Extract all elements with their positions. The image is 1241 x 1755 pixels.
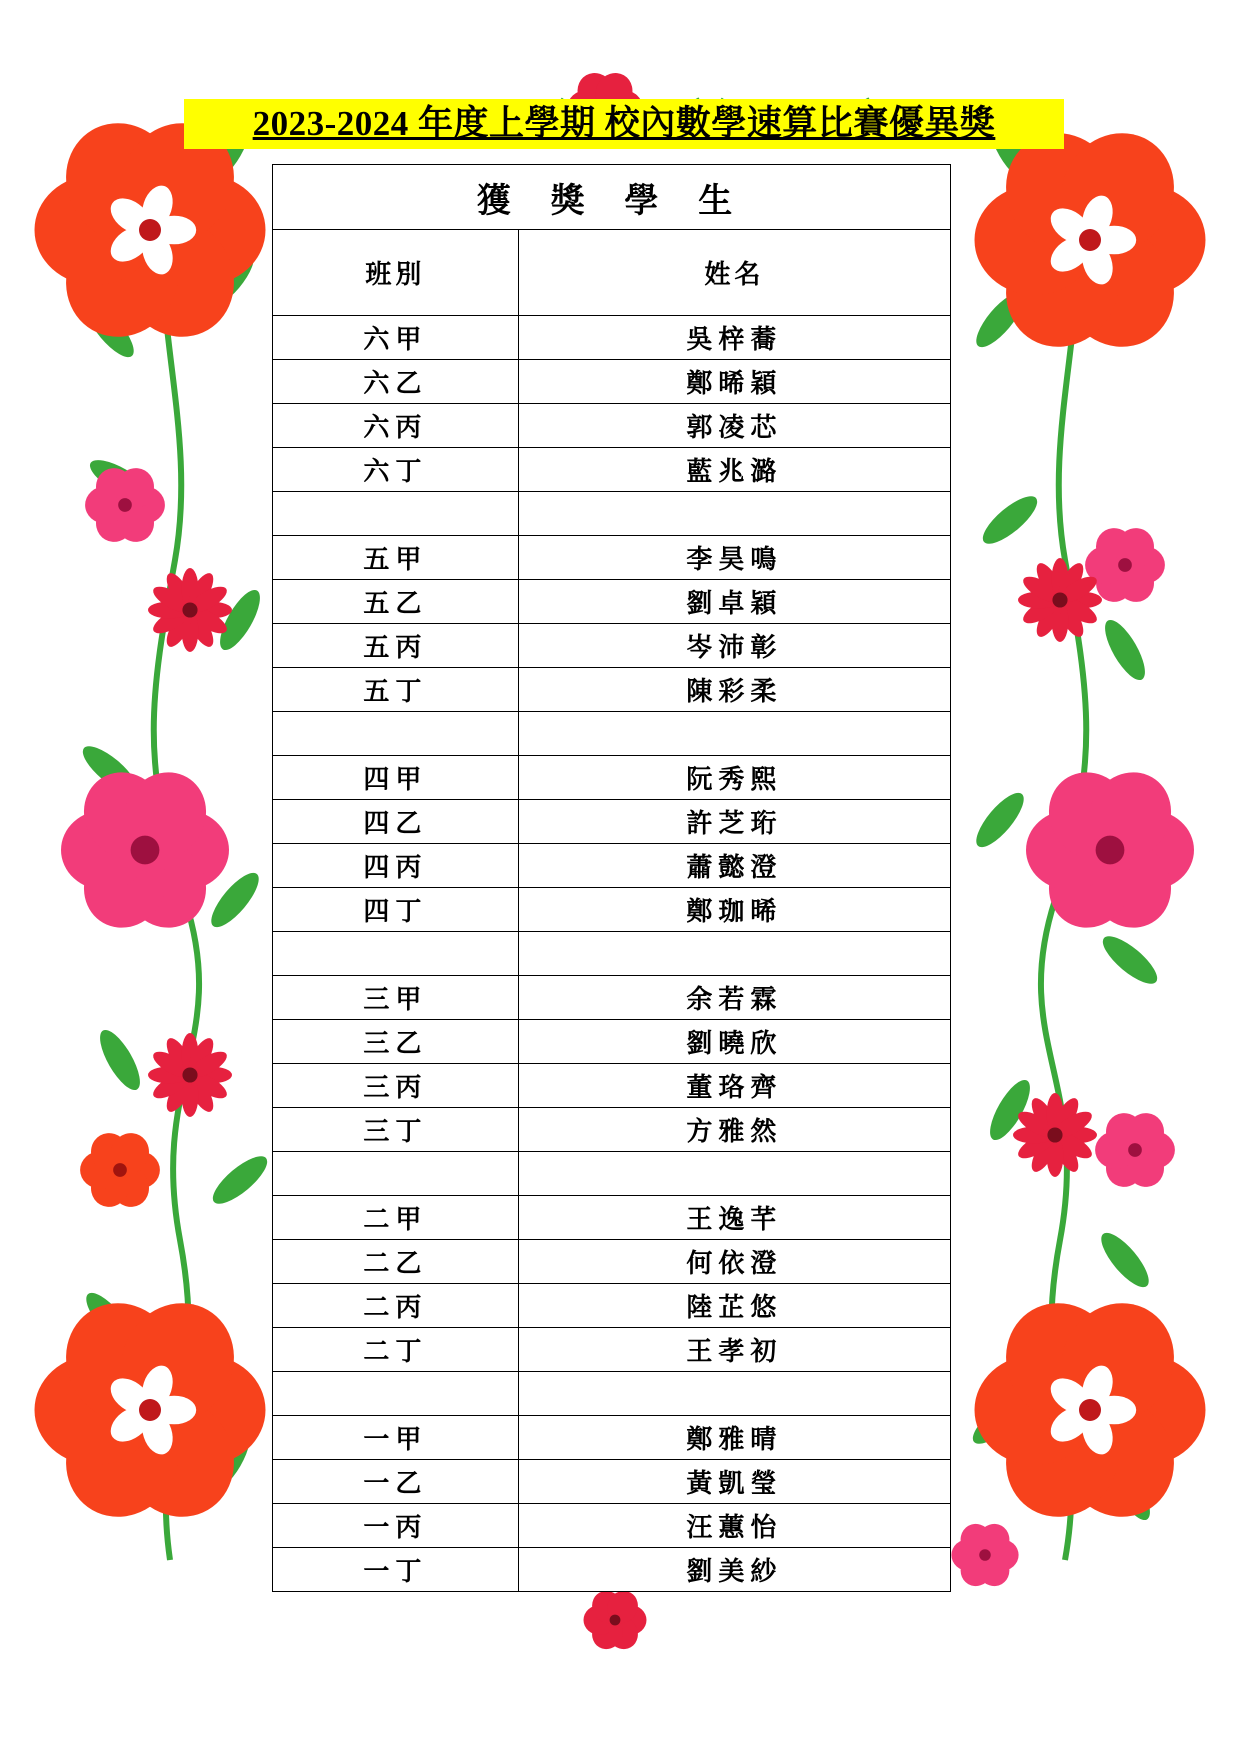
student-name-cell (518, 712, 950, 756)
table-row (273, 756, 951, 800)
leaf-icon (206, 1149, 274, 1211)
class-cell (273, 1152, 519, 1196)
student-name-cell: 鄭雅晴 (518, 1416, 950, 1460)
student-name-cell: 阮秀熙 (518, 756, 950, 800)
student-name-cell: 王逸芊 (518, 1196, 950, 1240)
page-title: 2023-2024 年度上學期 校內數學速算比賽優異獎 (184, 99, 1064, 149)
student-name-cell: 鄭晞穎 (518, 360, 950, 404)
class-cell (273, 492, 519, 536)
crimson-daisy-icon (584, 1585, 647, 1655)
student-name-cell (518, 932, 950, 976)
student-name-cell: 劉美紗 (518, 1548, 950, 1592)
class-cell (273, 932, 519, 976)
table-row (273, 888, 951, 932)
table-row (273, 844, 951, 888)
leaf-icon (1094, 1226, 1156, 1294)
table-row (273, 1152, 951, 1196)
class-cell: 五乙 (273, 580, 519, 624)
crimson-daisy-icon (148, 1033, 232, 1117)
class-cell: 六丁 (273, 448, 519, 492)
class-cell: 一乙 (273, 1460, 519, 1504)
leaf-icon (1098, 615, 1153, 686)
class-cell: 二丙 (273, 1284, 519, 1328)
table-row (273, 932, 951, 976)
class-cell: 二甲 (273, 1196, 519, 1240)
class-cell: 三丙 (273, 1064, 519, 1108)
table-row (273, 536, 951, 580)
student-name-cell: 蕭懿澄 (518, 844, 950, 888)
student-name-cell: 岑沛彰 (518, 624, 950, 668)
table-row (273, 1504, 951, 1548)
pink-flower-icon (951, 1518, 1018, 1592)
student-name-cell: 劉曉欣 (518, 1020, 950, 1064)
table-row (273, 976, 951, 1020)
student-name-cell (518, 492, 950, 536)
table-row (273, 1108, 951, 1152)
student-name-cell: 藍兆潞 (518, 448, 950, 492)
student-name-cell: 鄭珈晞 (518, 888, 950, 932)
column-header-name: 姓名 (518, 230, 950, 316)
class-cell: 四丁 (273, 888, 519, 932)
table-row (273, 712, 951, 756)
pink-flower-icon (61, 757, 229, 942)
class-cell (273, 712, 519, 756)
class-cell: 五丁 (273, 668, 519, 712)
table-row (273, 1328, 951, 1372)
column-header-class: 班別 (273, 230, 519, 316)
class-cell: 三甲 (273, 976, 519, 1020)
class-cell: 四乙 (273, 800, 519, 844)
red-flower-icon (35, 1282, 266, 1537)
class-cell: 四丙 (273, 844, 519, 888)
table-row (273, 668, 951, 712)
table-row (273, 624, 951, 668)
table-row (273, 1240, 951, 1284)
table-row (273, 316, 951, 360)
leaf-icon (93, 1025, 148, 1096)
leaf-icon (976, 489, 1044, 551)
class-cell (273, 1372, 519, 1416)
table-row (273, 404, 951, 448)
table-row (273, 448, 951, 492)
class-cell: 六乙 (273, 360, 519, 404)
student-name-cell: 李昊鳴 (518, 536, 950, 580)
class-cell: 三丁 (273, 1108, 519, 1152)
table-row (273, 580, 951, 624)
student-name-cell: 陸芷悠 (518, 1284, 950, 1328)
table-row (273, 1020, 951, 1064)
table-row (273, 1548, 951, 1592)
table-row (273, 1460, 951, 1504)
student-name-cell: 方雅然 (518, 1108, 950, 1152)
student-name-cell: 王孝初 (518, 1328, 950, 1372)
table-row (273, 1416, 951, 1460)
student-name-cell: 汪蕙怡 (518, 1504, 950, 1548)
red-flower-icon (975, 1282, 1206, 1537)
table-row (273, 1064, 951, 1108)
class-cell: 一丙 (273, 1504, 519, 1548)
table-heading: 獲 獎 學 生 (273, 165, 951, 230)
class-cell: 三乙 (273, 1020, 519, 1064)
class-cell: 五甲 (273, 536, 519, 580)
student-name-cell (518, 1372, 950, 1416)
student-name-cell: 何依澄 (518, 1240, 950, 1284)
table-row (273, 800, 951, 844)
table-row (273, 1372, 951, 1416)
table-row (273, 360, 951, 404)
student-name-cell: 余若霖 (518, 976, 950, 1020)
class-cell: 六丙 (273, 404, 519, 448)
student-name-cell: 黃凱瑩 (518, 1460, 950, 1504)
table-row (273, 1196, 951, 1240)
award-table (272, 164, 951, 1592)
student-name-cell: 郭凌芯 (518, 404, 950, 448)
class-cell: 一甲 (273, 1416, 519, 1460)
student-name-cell (518, 1152, 950, 1196)
class-cell: 二乙 (273, 1240, 519, 1284)
student-name-cell: 劉卓穎 (518, 580, 950, 624)
pink-flower-icon (1095, 1106, 1175, 1194)
class-cell: 五丙 (273, 624, 519, 668)
crimson-daisy-icon (1013, 1093, 1097, 1177)
table-row (273, 1284, 951, 1328)
student-name-cell: 陳彩柔 (518, 668, 950, 712)
student-name-cell: 吳梓蕎 (518, 316, 950, 360)
leaf-icon (1096, 929, 1164, 991)
student-name-cell: 許芝珩 (518, 800, 950, 844)
leaf-icon (969, 786, 1031, 854)
class-cell: 一丁 (273, 1548, 519, 1592)
student-name-cell: 董珞齊 (518, 1064, 950, 1108)
class-cell: 六甲 (273, 316, 519, 360)
table-row (273, 492, 951, 536)
class-cell: 四甲 (273, 756, 519, 800)
class-cell: 二丁 (273, 1328, 519, 1372)
red-flower-icon (80, 1126, 160, 1214)
